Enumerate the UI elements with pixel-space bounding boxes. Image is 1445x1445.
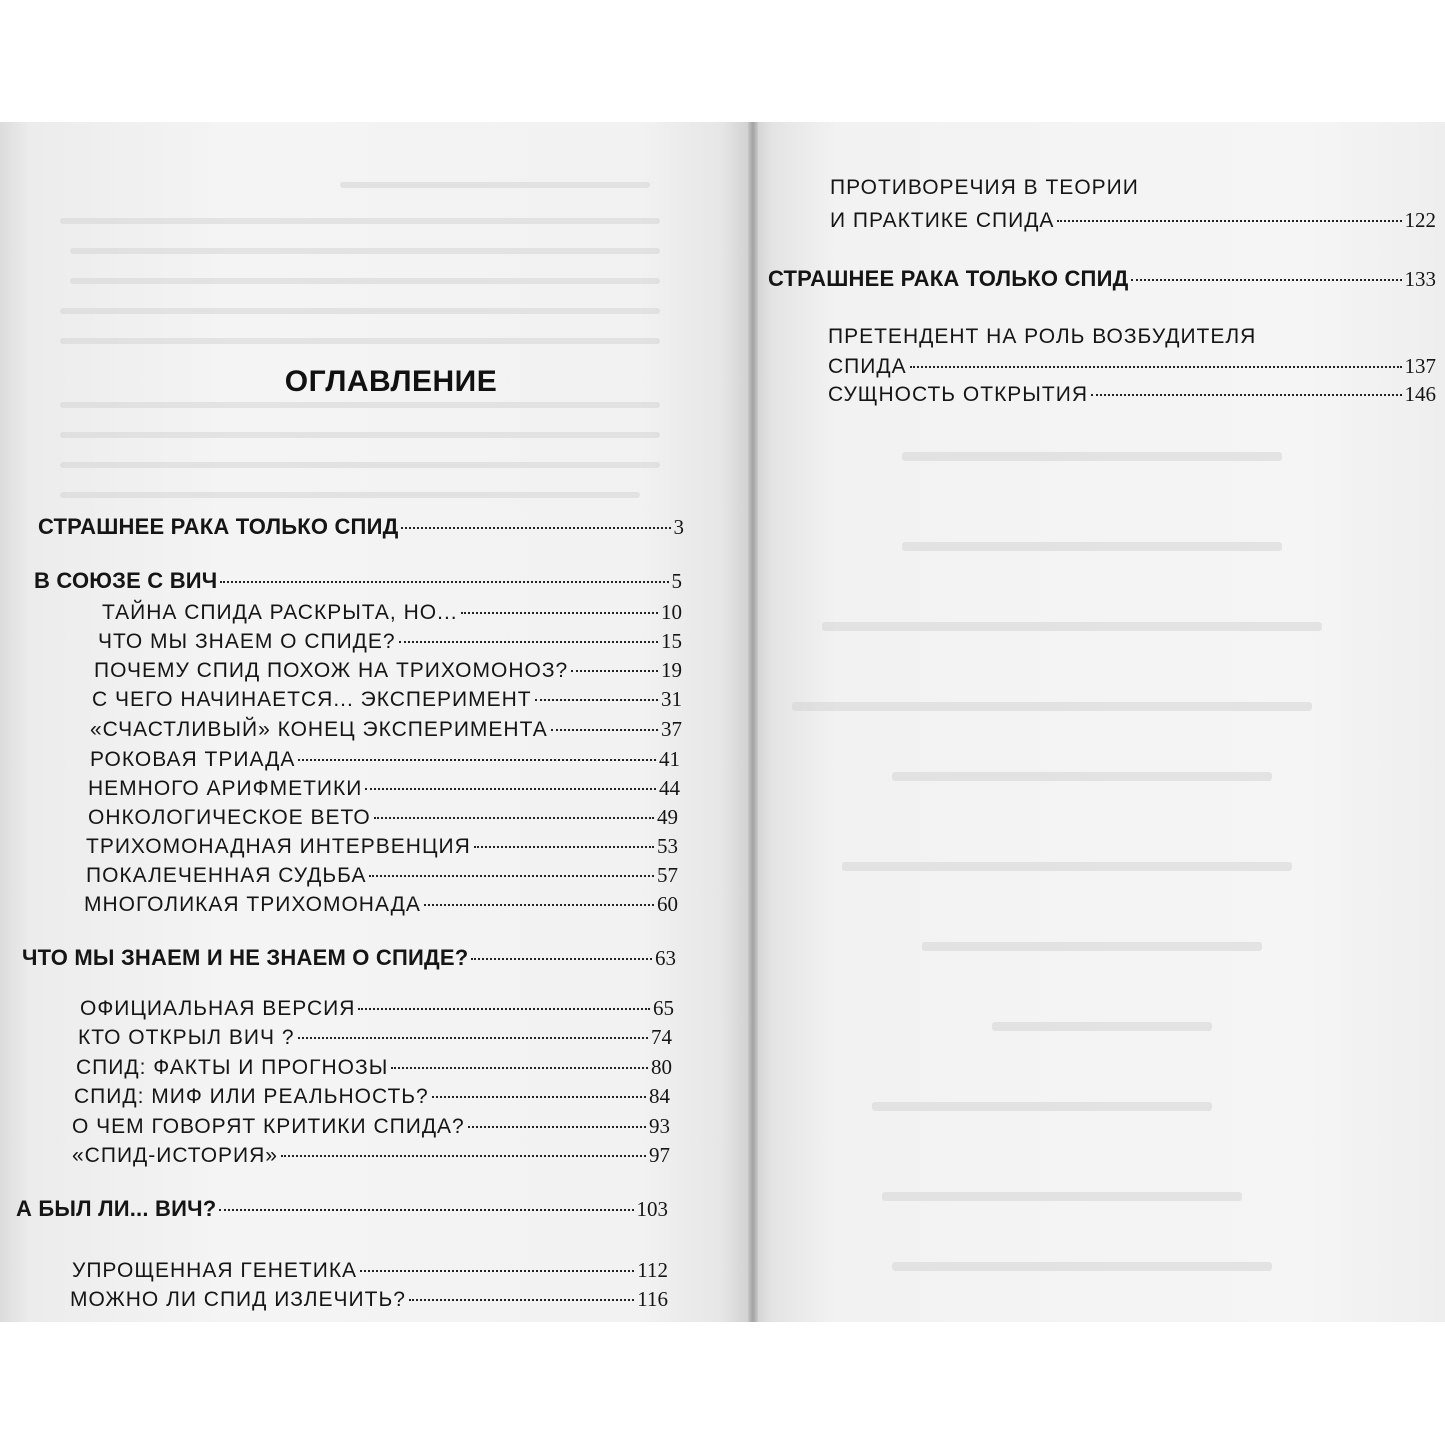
toc-entry[interactable] (22, 944, 676, 972)
toc-entry-page: 137 (1404, 354, 1436, 378)
toc-entry-page: 93 (649, 1114, 670, 1138)
dot-leader (474, 846, 654, 848)
dot-leader (409, 1299, 634, 1301)
toc-entry-label: УПРОЩЕННАЯ ГЕНЕТИКА (72, 1259, 358, 1282)
toc-entry[interactable] (828, 380, 1436, 409)
dot-leader (399, 641, 658, 643)
toc-entry[interactable] (38, 513, 684, 541)
toc-entry-page: 3 (673, 515, 684, 539)
toc-entry[interactable] (102, 598, 682, 627)
toc-entry-label: С ЧЕГО НАЧИНАЕТСЯ... ЭКСПЕРИМЕНТ (92, 688, 532, 711)
toc-entry-label: В СОЮЗЕ С ВИЧ (34, 568, 218, 593)
show-through-line (60, 462, 660, 468)
toc-entry-page: 103 (636, 1197, 668, 1221)
toc-entry-page: 10 (661, 600, 682, 624)
toc-entry-page: 133 (1404, 267, 1436, 291)
dot-leader (1131, 279, 1401, 281)
dot-leader (468, 1126, 646, 1128)
toc-entry[interactable] (72, 1256, 668, 1285)
toc-entry[interactable] (84, 890, 678, 919)
show-through-line (872, 1102, 1212, 1111)
toc-entry-page: 49 (657, 805, 678, 829)
toc-entry[interactable] (34, 567, 682, 595)
dot-leader (910, 366, 1402, 368)
toc-entry-label: ЧТО МЫ ЗНАЕМ И НЕ ЗНАЕМ О СПИДЕ? (22, 945, 469, 970)
dot-leader (571, 670, 658, 672)
show-through-line (892, 772, 1272, 781)
toc-entry-label-line1: ПРОТИВОРЕЧИЯ В ТЕОРИИ (830, 176, 1139, 199)
toc-entry[interactable] (16, 1195, 668, 1223)
toc-entry[interactable] (92, 685, 682, 714)
toc-entry-page: 37 (661, 717, 682, 741)
toc-entry[interactable] (72, 1112, 670, 1141)
dot-leader (551, 729, 658, 731)
dot-leader (424, 904, 654, 906)
toc-entry-page: 112 (637, 1258, 668, 1282)
toc-entry-page: 63 (655, 946, 676, 970)
show-through-line (60, 308, 660, 314)
toc-entry-page: 5 (671, 569, 682, 593)
toc-entry-label: ЧТО МЫ ЗНАЕМ О СПИДЕ? (98, 630, 396, 653)
toc-entry[interactable] (768, 265, 1436, 293)
toc-entry-label: О ЧЕМ ГОВОРЯТ КРИТИКИ СПИДА? (72, 1115, 465, 1138)
toc-entry[interactable] (90, 715, 682, 744)
toc-entry-page: 80 (651, 1055, 672, 1079)
toc-entry[interactable] (70, 1285, 668, 1314)
toc-entry[interactable] (88, 803, 678, 832)
toc-entry-label-line1: ПРЕТЕНДЕНТ НА РОЛЬ ВОЗБУДИТЕЛЯ (828, 325, 1257, 348)
toc-entry-label: ОНКОЛОГИЧЕСКОЕ ВЕТО (88, 806, 371, 829)
toc-entry-label: СПИДА (828, 355, 907, 378)
toc-entry-label: ОФИЦИАЛЬНАЯ ВЕРСИЯ (80, 997, 356, 1020)
show-through-line (70, 248, 660, 254)
toc-entry-label: МОЖНО ЛИ СПИД ИЗЛЕЧИТЬ? (70, 1288, 406, 1311)
toc-entry[interactable] (98, 627, 682, 656)
show-through-line (60, 338, 660, 344)
toc-entry-label: И ПРАКТИКЕ СПИДА (830, 209, 1055, 232)
toc-entry-label: СПИД: ФАКТЫ И ПРОГНОЗЫ (76, 1056, 389, 1079)
show-through-line (60, 218, 660, 224)
dot-leader (535, 699, 658, 701)
toc-entry-label: А БЫЛ ЛИ... ВИЧ? (16, 1196, 217, 1221)
dot-leader (219, 1209, 633, 1211)
toc-entry-page: 84 (649, 1084, 670, 1108)
show-through-line (340, 182, 650, 188)
toc-entry-page: 97 (649, 1143, 670, 1167)
book-gutter (748, 122, 758, 1322)
toc-entry-page: 57 (657, 863, 678, 887)
toc-entry-page: 122 (1404, 208, 1436, 232)
toc-entry-label: ТРИХОМОНАДНАЯ ИНТЕРВЕНЦИЯ (86, 835, 471, 858)
toc-entry-page: 41 (659, 747, 680, 771)
toc-entry-label: МНОГОЛИКАЯ ТРИХОМОНАДА (84, 893, 421, 916)
show-through-line (902, 542, 1282, 551)
dot-leader (358, 1008, 650, 1010)
toc-entry[interactable] (830, 206, 1436, 235)
toc-entry[interactable] (80, 994, 674, 1023)
toc-entry[interactable] (78, 1023, 672, 1052)
show-through-line (882, 1192, 1242, 1201)
toc-entry-page: 60 (657, 892, 678, 916)
right-page (752, 122, 1445, 1322)
toc-entry-page: 44 (659, 776, 680, 800)
toc-entry[interactable] (94, 656, 682, 685)
toc-entry[interactable] (76, 1053, 672, 1082)
toc-entry-label: СТРАШНЕЕ РАКА ТОЛЬКО СПИД (768, 266, 1129, 291)
toc-entry-label: РОКОВАЯ ТРИАДА (90, 748, 296, 771)
toc-entry-label: «СПИД-ИСТОРИЯ» (72, 1144, 278, 1167)
toc-entry-label: ПОКАЛЕЧЕННАЯ СУДЬБА (86, 864, 367, 887)
show-through-line (842, 862, 1292, 871)
toc-entry-label: СПИД: МИФ ИЛИ РЕАЛЬНОСТЬ? (74, 1085, 429, 1108)
book-spread (0, 122, 1445, 1322)
dot-leader (461, 612, 658, 614)
dot-leader (374, 817, 654, 819)
toc-entry-label: ТАЙНА СПИДА РАСКРЫТА, НО... (102, 601, 458, 624)
show-through-line (922, 942, 1262, 951)
dot-leader (471, 958, 652, 960)
toc-entry[interactable] (74, 1082, 670, 1111)
dot-leader (220, 581, 668, 583)
toc-entry-label: КТО ОТКРЫЛ ВИЧ ? (78, 1026, 295, 1049)
show-through-line (60, 402, 660, 408)
toc-entry[interactable] (86, 861, 678, 890)
toc-entry-page: 31 (661, 687, 682, 711)
toc-entry-page: 53 (657, 834, 678, 858)
toc-entry[interactable] (90, 745, 680, 774)
dot-leader (281, 1155, 646, 1157)
toc-entry[interactable] (828, 352, 1436, 381)
dot-leader (298, 759, 656, 761)
toc-entry-label: ПОЧЕМУ СПИД ПОХОЖ НА ТРИХОМОНОЗ? (94, 659, 569, 682)
dot-leader (1057, 220, 1401, 222)
toc-entry-page: 74 (651, 1025, 672, 1049)
toc-entry-label: СТРАШНЕЕ РАКА ТОЛЬКО СПИД (38, 514, 399, 539)
toc-entry-page: 19 (661, 658, 682, 682)
toc-entry[interactable] (72, 1141, 670, 1170)
toc-entry[interactable] (88, 774, 680, 803)
dot-leader (401, 527, 670, 529)
show-through-line (60, 432, 660, 438)
show-through-line (992, 1022, 1212, 1031)
toc-title: ОГЛАВЛЕНИЕ (284, 365, 498, 398)
toc-entry-page: 15 (661, 629, 682, 653)
show-through-line (902, 452, 1282, 461)
show-through-line (892, 1262, 1272, 1271)
dot-leader (1091, 394, 1402, 396)
show-through-line (822, 622, 1322, 631)
dot-leader (365, 788, 656, 790)
toc-entry-page: 116 (637, 1287, 668, 1311)
dot-leader (369, 875, 654, 877)
toc-entry-label: НЕМНОГО АРИФМЕТИКИ (88, 777, 363, 800)
toc-entry-label: «СЧАСТЛИВЫЙ» КОНЕЦ ЭКСПЕРИМЕНТА (90, 718, 548, 741)
toc-entry-label: СУЩНОСТЬ ОТКРЫТИЯ (828, 383, 1088, 406)
show-through-line (70, 278, 660, 284)
show-through-line (60, 492, 640, 498)
toc-entry-page: 65 (653, 996, 674, 1020)
toc-entry-page: 146 (1404, 382, 1436, 406)
toc-entry[interactable] (86, 832, 678, 861)
dot-leader (298, 1037, 648, 1039)
dot-leader (360, 1270, 634, 1272)
dot-leader (432, 1096, 646, 1098)
show-through-line (792, 702, 1312, 711)
dot-leader (391, 1067, 648, 1069)
